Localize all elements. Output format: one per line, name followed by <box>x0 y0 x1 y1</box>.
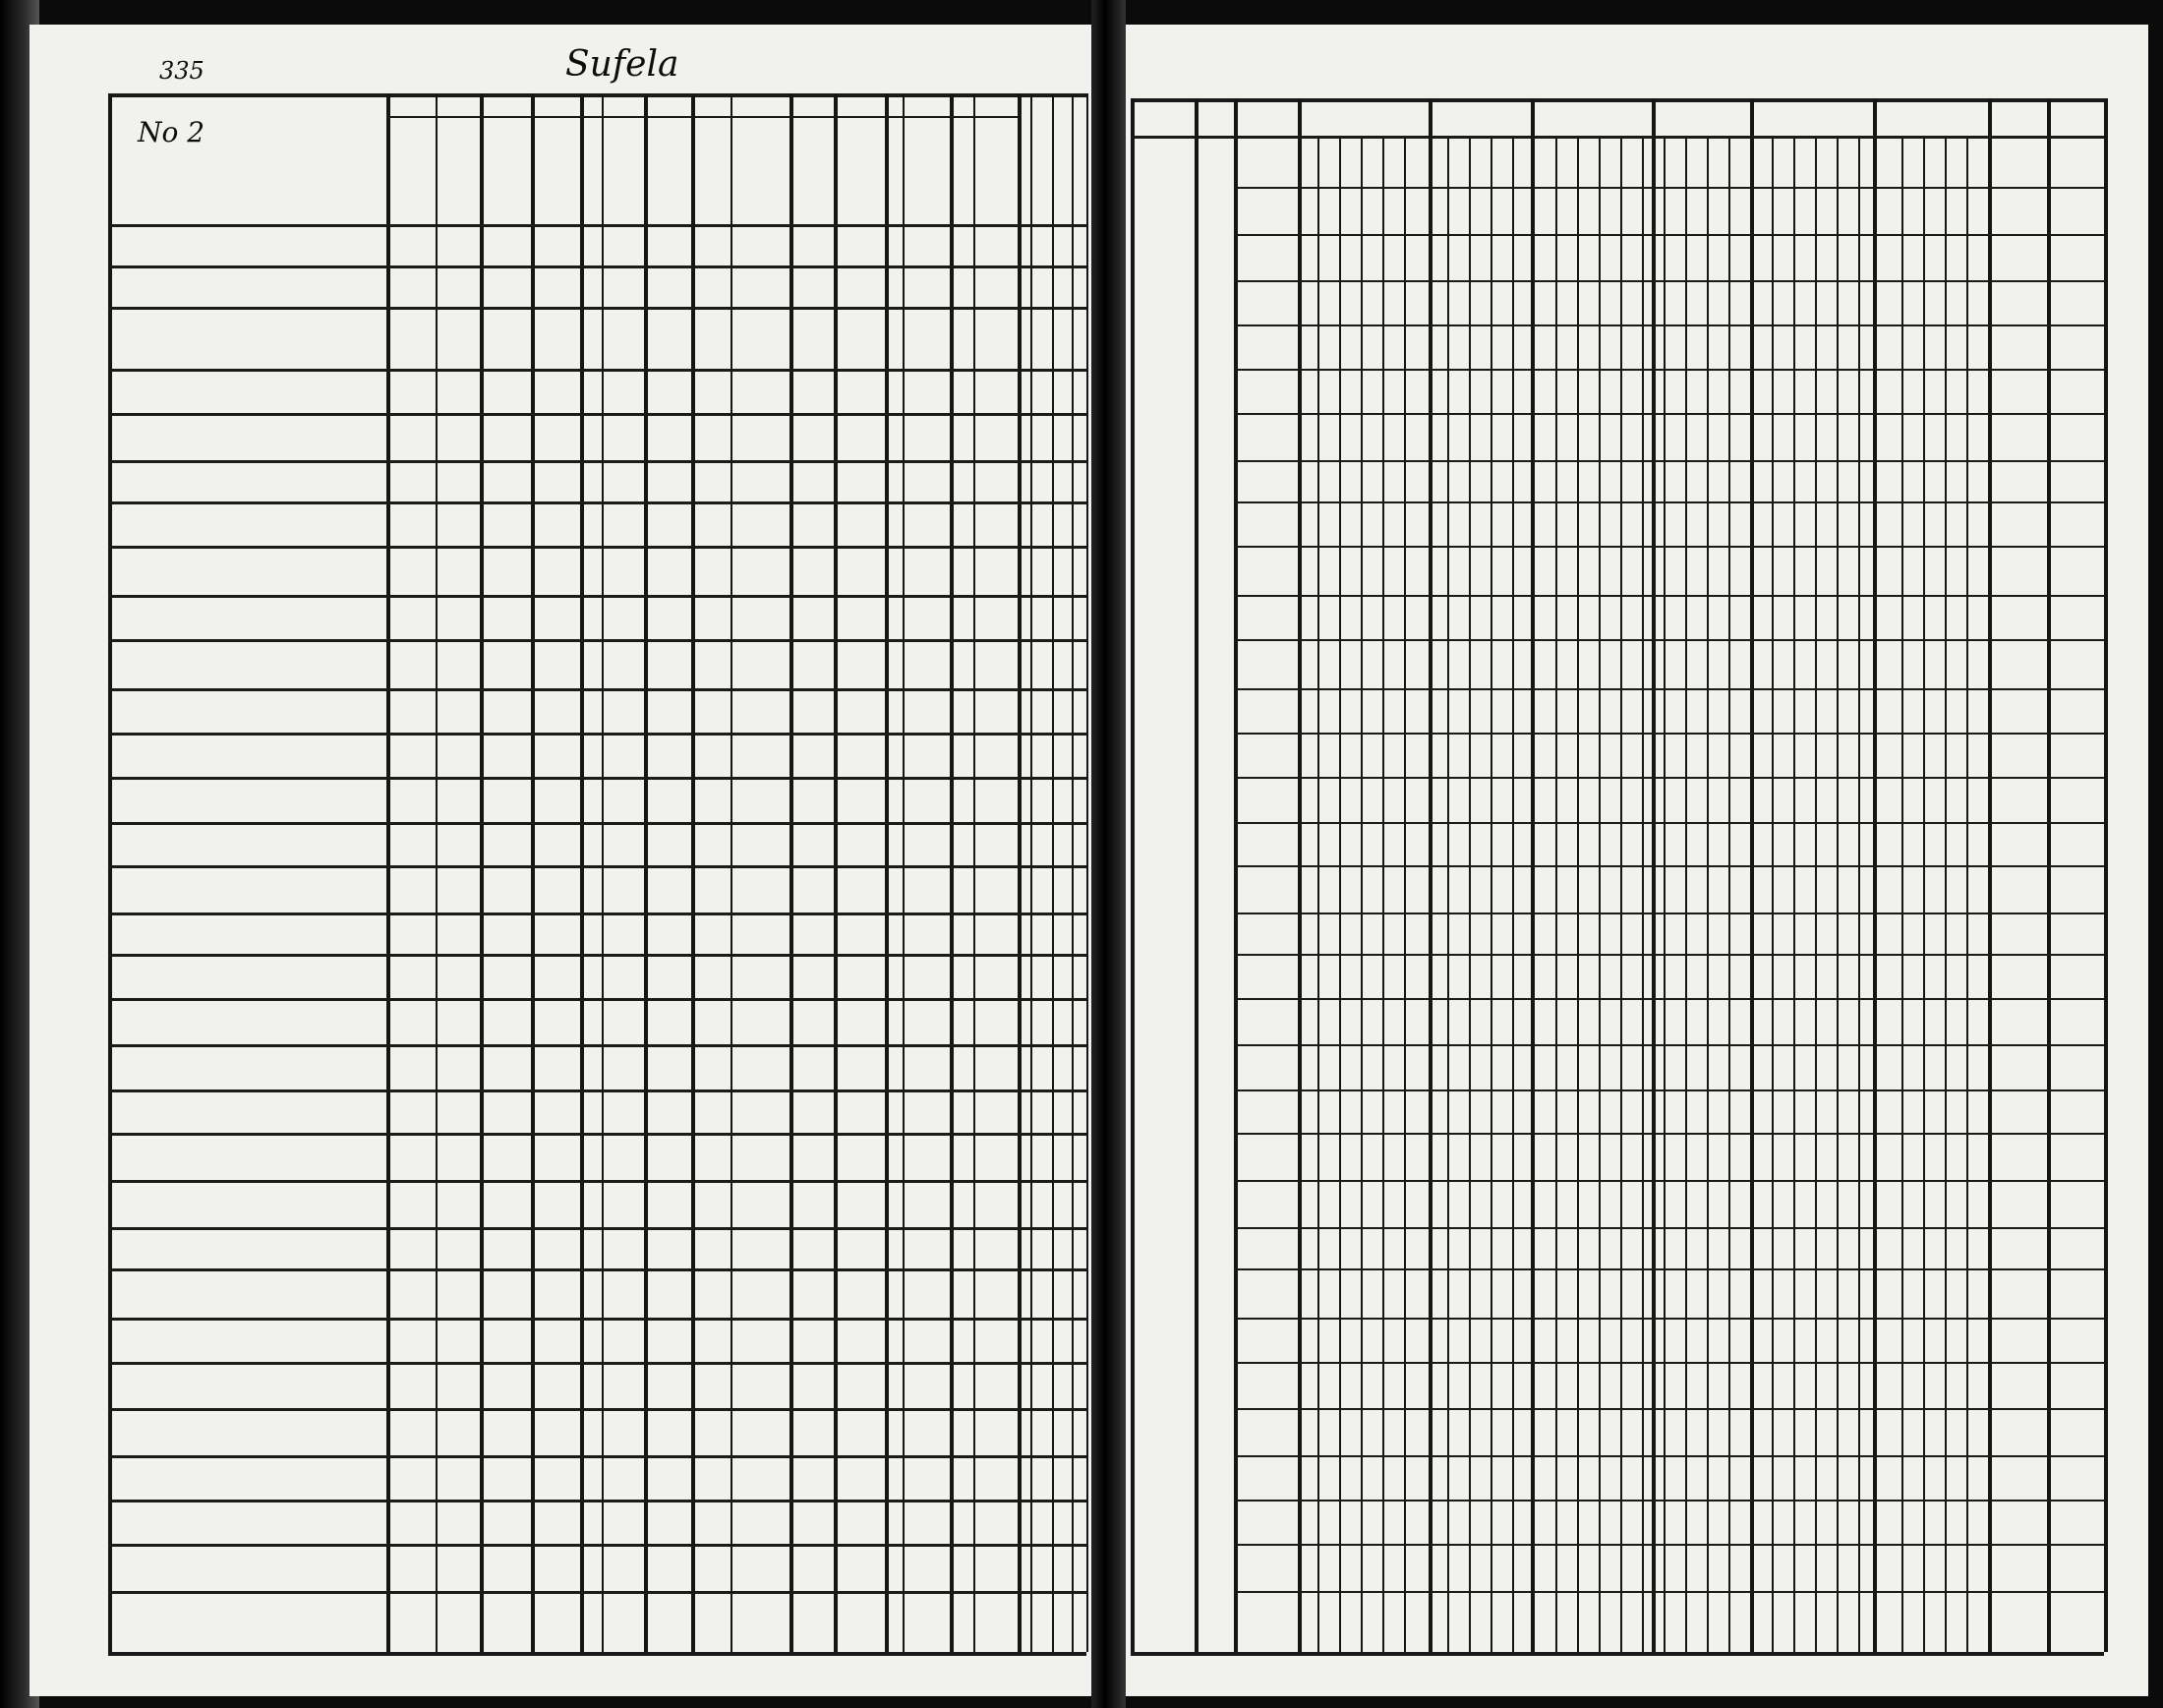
column-rule <box>1052 93 1054 1652</box>
column-rule <box>1837 138 1839 1652</box>
row-rule <box>108 1268 1086 1271</box>
column-rule <box>1491 138 1492 1652</box>
column-rule <box>2104 98 2108 1652</box>
column-rule <box>1317 138 1319 1652</box>
column-rule <box>1531 98 1535 1652</box>
column-rule <box>1361 138 1363 1652</box>
row-rule <box>1234 1180 2104 1182</box>
row-rule <box>1234 1133 2104 1135</box>
column-rule <box>644 93 648 1652</box>
row-rule <box>108 1227 1086 1230</box>
header-subrule <box>386 116 1018 118</box>
header-bottom-rule <box>108 224 1086 227</box>
row-rule <box>108 501 1086 504</box>
row-rule <box>1234 1268 2104 1270</box>
house-number: No 2 <box>138 116 205 148</box>
column-rule <box>950 93 954 1652</box>
row-rule <box>1234 954 2104 956</box>
column-rule <box>1382 138 1384 1652</box>
row-rule <box>108 265 1086 268</box>
row-rule <box>1234 280 2104 282</box>
table-left-rule <box>108 93 112 1652</box>
column-rule <box>1512 138 1514 1652</box>
row-rule <box>108 913 1086 915</box>
table-left-rule <box>1131 98 1135 1652</box>
column-rule <box>1469 138 1471 1652</box>
column-rule <box>386 93 390 1652</box>
column-rule <box>602 93 604 1652</box>
table-bottom-rule <box>1131 1652 2104 1656</box>
left-page <box>29 25 1096 1696</box>
row-rule <box>108 1455 1086 1458</box>
column-rule <box>480 93 484 1652</box>
row-rule <box>108 1408 1086 1411</box>
column-rule <box>973 93 975 1652</box>
row-rule <box>1234 998 2104 1000</box>
column-rule <box>1599 138 1601 1652</box>
column-rule <box>1772 138 1774 1652</box>
column-rule <box>903 93 905 1652</box>
row-rule <box>108 595 1086 598</box>
row-rule <box>1234 1591 2104 1593</box>
row-rule <box>1234 234 2104 236</box>
row-rule <box>1234 733 2104 735</box>
row-rule <box>108 1133 1086 1136</box>
row-rule <box>1234 1227 2104 1229</box>
row-rule <box>1234 822 2104 824</box>
column-rule <box>1086 93 1088 1652</box>
column-rule <box>1750 98 1754 1652</box>
row-rule <box>1234 865 2104 867</box>
right-page <box>1121 25 2148 1696</box>
column-rule <box>1664 138 1666 1652</box>
row-rule <box>108 1544 1086 1547</box>
column-rule <box>1945 138 1947 1652</box>
row-rule <box>1234 1544 2104 1546</box>
column-rule <box>1728 138 1730 1652</box>
column-rule <box>1555 138 1557 1652</box>
column-rule <box>531 93 535 1652</box>
column-rule <box>1030 93 1032 1652</box>
row-rule <box>108 369 1086 372</box>
row-rule <box>1234 460 2104 462</box>
row-rule <box>108 639 1086 642</box>
table-top-rule <box>1131 98 2104 102</box>
page-number: 335 <box>159 57 205 85</box>
row-rule <box>108 688 1086 691</box>
table-top-rule <box>108 93 1086 97</box>
row-rule <box>1234 639 2104 641</box>
row-rule <box>108 460 1086 463</box>
column-rule <box>1966 138 1968 1652</box>
column-rule <box>1577 138 1579 1652</box>
column-rule <box>789 93 793 1652</box>
column-rule <box>2047 98 2051 1652</box>
column-rule <box>1447 138 1449 1652</box>
row-rule <box>1234 1318 2104 1320</box>
row-rule <box>1234 187 2104 189</box>
column-rule <box>1707 138 1709 1652</box>
column-rule <box>834 93 838 1652</box>
column-rule <box>731 93 732 1652</box>
table-bottom-rule <box>108 1652 1086 1656</box>
row-rule <box>1234 913 2104 914</box>
row-rule <box>108 413 1086 416</box>
row-rule <box>1234 369 2104 371</box>
column-rule <box>1339 138 1341 1652</box>
row-rule <box>108 1591 1086 1594</box>
column-rule <box>580 93 584 1652</box>
row-rule <box>108 998 1086 1001</box>
row-rule <box>1234 1044 2104 1046</box>
row-rule <box>1234 1500 2104 1502</box>
row-rule <box>108 1180 1086 1183</box>
column-rule <box>1429 98 1432 1652</box>
row-rule <box>108 1090 1086 1092</box>
column-rule <box>1404 138 1406 1652</box>
row-rule <box>1234 595 2104 597</box>
row-rule <box>108 546 1086 549</box>
row-rule <box>1234 688 2104 690</box>
row-rule <box>1234 1362 2104 1364</box>
row-rule <box>108 1044 1086 1047</box>
village-name: Sufela <box>565 44 679 85</box>
column-rule <box>1923 138 1925 1652</box>
row-rule <box>108 1318 1086 1321</box>
column-rule <box>1815 138 1817 1652</box>
row-rule <box>108 733 1086 736</box>
column-rule <box>436 93 438 1652</box>
row-rule <box>108 777 1086 780</box>
column-rule <box>1620 138 1622 1652</box>
row-rule <box>1234 1408 2104 1410</box>
row-rule <box>1234 501 2104 503</box>
row-rule <box>1234 413 2104 415</box>
column-rule <box>885 93 889 1652</box>
column-rule <box>1018 93 1022 1652</box>
row-rule <box>108 1362 1086 1365</box>
row-rule <box>1234 1090 2104 1091</box>
column-rule <box>1988 98 1992 1652</box>
column-rule <box>1642 138 1644 1652</box>
column-rule <box>1685 138 1687 1652</box>
row-rule <box>108 1500 1086 1502</box>
column-rule <box>1901 138 1903 1652</box>
row-rule <box>1234 1455 2104 1457</box>
row-rule <box>108 307 1086 310</box>
row-rule <box>108 822 1086 825</box>
column-rule <box>1858 138 1860 1652</box>
header-bottom-rule <box>1131 136 2104 139</box>
column-rule <box>1873 98 1877 1652</box>
column-rule <box>1072 93 1074 1652</box>
column-rule <box>1195 98 1198 1652</box>
column-rule <box>1234 98 1238 1652</box>
column-rule <box>1793 138 1795 1652</box>
column-rule <box>691 93 695 1652</box>
row-rule <box>1234 546 2104 548</box>
column-rule <box>1652 98 1656 1652</box>
row-rule <box>108 954 1086 957</box>
row-rule <box>1234 324 2104 326</box>
row-rule <box>108 865 1086 868</box>
column-rule <box>1298 98 1302 1652</box>
row-rule <box>1234 777 2104 779</box>
book-spine <box>1091 0 1126 1708</box>
